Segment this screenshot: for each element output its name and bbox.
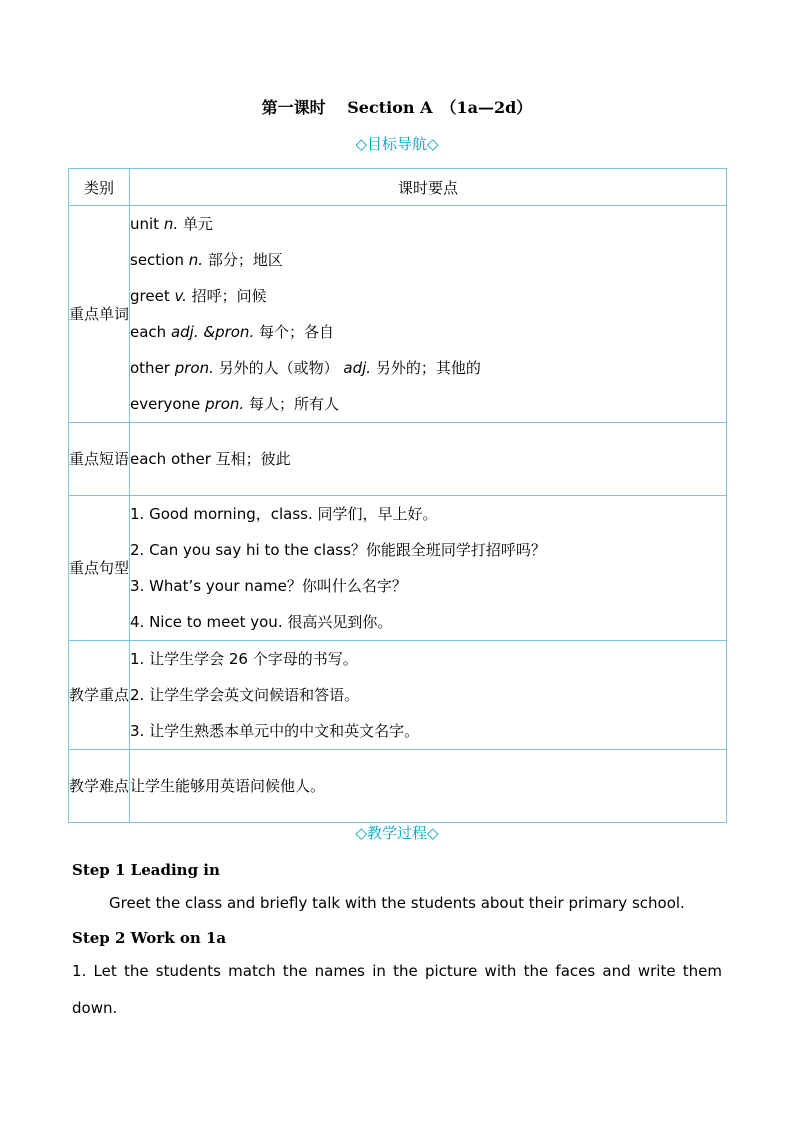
cell-line <box>130 242 726 278</box>
cell-line <box>130 278 726 314</box>
header-category: 类别 <box>69 169 130 206</box>
part-of-speech: n. <box>188 251 204 269</box>
cell-text: 2. 让学生学会英文问候语和答语。 <box>130 686 360 704</box>
page-title: 第一课时 Section A （1a—2d） <box>261 98 533 117</box>
cell-line <box>130 713 726 749</box>
cell-text: 每个；各自 <box>254 323 334 341</box>
cell-line <box>130 568 726 604</box>
table-header-row <box>69 169 727 206</box>
cell-text: 部分；地区 <box>203 251 283 269</box>
part-of-speech: n. <box>163 215 179 233</box>
cell-text: 3. 让学生熟悉本单元中的中文和英文名字。 <box>130 722 420 740</box>
cell-text: 每人；所有人 <box>244 395 339 413</box>
cell-line <box>130 386 726 422</box>
row-category-key-phrases: 重点短语 <box>69 423 130 496</box>
cell-text: 2. Can you say hi to the class？你能跟全班同学打招呼吗？ <box>130 541 546 559</box>
cell-text: unit <box>130 215 164 233</box>
table-row <box>69 423 727 496</box>
part-of-speech: pron. <box>205 395 245 413</box>
cell-text: 1. Good morning，class. 同学们，早上好。 <box>130 505 438 523</box>
cell-line <box>130 350 726 386</box>
cell-text: 1. 让学生学会 26 个字母的书写。 <box>130 650 358 668</box>
part-of-speech: adj. &pron. <box>170 323 255 341</box>
table-row <box>69 496 727 641</box>
row-content-key-sentences <box>130 496 727 641</box>
cell-line <box>130 441 726 477</box>
row-category-key-sentences: 重点句型 <box>69 496 130 641</box>
cell-text: 另外的人（或物） <box>213 359 344 377</box>
header-key-points: 课时要点 <box>130 169 727 206</box>
row-content-teaching-difficulty <box>130 750 727 823</box>
cell-text: everyone <box>130 395 206 413</box>
lesson-plan-table <box>68 168 727 823</box>
step-2-heading: Step 2 Work on 1a <box>72 929 227 947</box>
cell-text: section <box>130 251 189 269</box>
cell-text: greet <box>130 287 175 305</box>
cell-text: 另外的；其他的 <box>371 359 481 377</box>
cell-text: other <box>130 359 175 377</box>
cell-line <box>130 496 726 532</box>
goal-heading: ◇目标导航◇ <box>355 135 439 153</box>
part-of-speech: adj. <box>343 359 372 377</box>
part-of-speech: pron. <box>174 359 214 377</box>
cell-text: 3. What’s your name？你叫什么名字？ <box>130 577 407 595</box>
step-1-heading: Step 1 Leading in <box>72 861 220 879</box>
cell-line <box>130 768 726 804</box>
table-row <box>69 750 727 823</box>
cell-line <box>130 314 726 350</box>
cell-line <box>130 677 726 713</box>
cell-text: each other 互相；彼此 <box>130 450 291 468</box>
step-1-text: Greet the class and briefly talk with the students about their primary school. <box>109 894 685 912</box>
table-row <box>69 641 727 750</box>
cell-line <box>130 604 726 640</box>
row-content-key-phrases <box>130 423 727 496</box>
cell-text: 招呼；问候 <box>186 287 267 305</box>
row-category-key-words: 重点单词 <box>69 206 130 423</box>
part-of-speech: v. <box>174 287 187 305</box>
row-category-teaching-focus: 教学重点 <box>69 641 130 750</box>
cell-line <box>130 641 726 677</box>
table-row <box>69 206 727 423</box>
row-category-teaching-difficulty: 教学难点 <box>69 750 130 823</box>
step-2-text: 1. Let the students match the names in the picture with the faces and write them down. <box>72 962 722 1017</box>
cell-line <box>130 532 726 568</box>
cell-text: each <box>130 323 171 341</box>
row-content-teaching-focus <box>130 641 727 750</box>
cell-text: 4. Nice to meet you. 很高兴见到你。 <box>130 613 393 631</box>
process-heading: ◇教学过程◇ <box>355 824 439 842</box>
cell-text: 让学生能够用英语问候他人。 <box>130 777 326 795</box>
cell-text: 单元 <box>178 215 213 233</box>
cell-line <box>130 206 726 242</box>
row-content-key-words <box>130 206 727 423</box>
